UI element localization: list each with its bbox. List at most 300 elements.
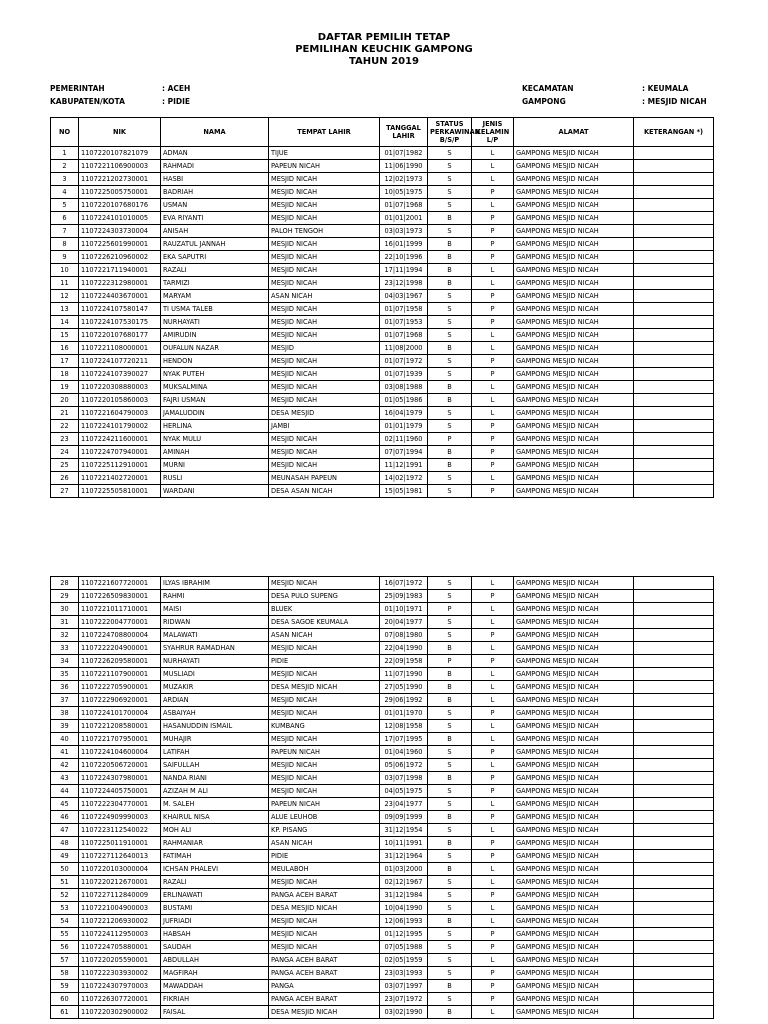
cell-status: S — [428, 186, 472, 199]
cell-tanggal-lahir: 01|04|1960 — [380, 746, 428, 759]
cell-status: B — [428, 915, 472, 928]
cell-tempat-lahir: ASAN NICAH — [269, 629, 380, 642]
cell-nik: 1107220103000004 — [79, 863, 161, 876]
cell-status: B — [428, 733, 472, 746]
cell-nama: LATIFAH — [161, 746, 269, 759]
cell-tempat-lahir: PAPEUN NICAH — [269, 160, 380, 173]
cell-nik: 1107220205590001 — [79, 954, 161, 967]
cell-jenis-kelamin: L — [472, 147, 514, 160]
cell-alamat: GAMPONG MESJID NICAH — [514, 707, 634, 720]
col-header-jenis-kelamin: JENIS KELAMIN L/P — [472, 118, 514, 147]
cell-jenis-kelamin: P — [472, 655, 514, 668]
cell-jenis-kelamin: P — [472, 967, 514, 980]
cell-tempat-lahir: MESJID NICAH — [269, 446, 380, 459]
cell-alamat: GAMPONG MESJID NICAH — [514, 407, 634, 420]
cell-nik: 1107224705880001 — [79, 941, 161, 954]
cell-keterangan — [634, 381, 714, 394]
cell-alamat: GAMPONG MESJID NICAH — [514, 381, 634, 394]
cell-nik: 1107224104600004 — [79, 746, 161, 759]
cell-alamat: GAMPONG MESJID NICAH — [514, 928, 634, 941]
cell-nik: 1107220506720001 — [79, 759, 161, 772]
cell-nama: WARDANI — [161, 485, 269, 498]
cell-nama: MOH ALI — [161, 824, 269, 837]
cell-status: P — [428, 433, 472, 446]
cell-tempat-lahir: MESJID NICAH — [269, 277, 380, 290]
cell-nama: RAHMANIAR — [161, 837, 269, 850]
cell-status: B — [428, 238, 472, 251]
cell-nama: SAIFULLAH — [161, 759, 269, 772]
cell-tanggal-lahir: 23|03|1993 — [380, 967, 428, 980]
cell-status: B — [428, 251, 472, 264]
cell-keterangan — [634, 850, 714, 863]
cell-status: B — [428, 212, 472, 225]
table-row — [51, 629, 714, 642]
table-row — [51, 368, 714, 381]
table-row — [51, 147, 714, 160]
cell-tanggal-lahir: 01|07|1953 — [380, 316, 428, 329]
cell-no: 35 — [51, 668, 79, 681]
table-row — [51, 577, 714, 590]
cell-jenis-kelamin: P — [472, 590, 514, 603]
cell-keterangan — [634, 225, 714, 238]
cell-tempat-lahir: MESJID NICAH — [269, 577, 380, 590]
pemerintah-label: PEMERINTAH — [50, 84, 105, 93]
cell-tempat-lahir: TIJUE — [269, 147, 380, 160]
cell-nik: 1107221607720001 — [79, 577, 161, 590]
cell-status: S — [428, 720, 472, 733]
cell-keterangan — [634, 928, 714, 941]
cell-nama: ABDULLAH — [161, 954, 269, 967]
cell-no: 46 — [51, 811, 79, 824]
cell-keterangan — [634, 603, 714, 616]
cell-tempat-lahir: MESJID NICAH — [269, 694, 380, 707]
cell-status: S — [428, 616, 472, 629]
table-row — [51, 186, 714, 199]
cell-status: S — [428, 316, 472, 329]
cell-tempat-lahir: ALUE LEUHOB — [269, 811, 380, 824]
cell-alamat: GAMPONG MESJID NICAH — [514, 772, 634, 785]
cell-no: 49 — [51, 850, 79, 863]
voter-table-2 — [50, 576, 714, 1019]
cell-tempat-lahir: PANGA — [269, 980, 380, 993]
cell-tanggal-lahir: 01|07|1972 — [380, 355, 428, 368]
cell-nik: 1107224303730004 — [79, 225, 161, 238]
cell-tanggal-lahir: 01|07|1958 — [380, 303, 428, 316]
cell-status: B — [428, 394, 472, 407]
cell-nik: 1107221711940001 — [79, 264, 161, 277]
cell-tempat-lahir: PANGA ACEH BARAT — [269, 993, 380, 1006]
cell-nama: RAZALI — [161, 264, 269, 277]
cell-no: 2 — [51, 160, 79, 173]
table-header-row — [51, 118, 714, 147]
cell-jenis-kelamin: P — [472, 212, 514, 225]
cell-nik: 1107222004770001 — [79, 616, 161, 629]
cell-status: S — [428, 577, 472, 590]
cell-no: 16 — [51, 342, 79, 355]
cell-status: B — [428, 772, 472, 785]
cell-alamat: GAMPONG MESJID NICAH — [514, 694, 634, 707]
cell-tanggal-lahir: 04|05|1975 — [380, 785, 428, 798]
cell-jenis-kelamin: P — [472, 629, 514, 642]
cell-no: 20 — [51, 394, 79, 407]
cell-jenis-kelamin: P — [472, 186, 514, 199]
cell-jenis-kelamin: L — [472, 381, 514, 394]
cell-nama: RIDWAN — [161, 616, 269, 629]
cell-nama: HENDON — [161, 355, 269, 368]
cell-alamat: GAMPONG MESJID NICAH — [514, 889, 634, 902]
cell-tanggal-lahir: 04|03|1967 — [380, 290, 428, 303]
table-row — [51, 433, 714, 446]
table-row — [51, 902, 714, 915]
cell-jenis-kelamin: L — [472, 616, 514, 629]
cell-alamat: GAMPONG MESJID NICAH — [514, 811, 634, 824]
cell-jenis-kelamin: P — [472, 941, 514, 954]
cell-tempat-lahir: PIDIE — [269, 655, 380, 668]
cell-alamat: GAMPONG MESJID NICAH — [514, 746, 634, 759]
cell-keterangan — [634, 147, 714, 160]
cell-jenis-kelamin: P — [472, 420, 514, 433]
cell-tanggal-lahir: 09|09|1999 — [380, 811, 428, 824]
cell-tempat-lahir: PANGA ACEH BARAT — [269, 889, 380, 902]
cell-tempat-lahir: JAMBI — [269, 420, 380, 433]
cell-tempat-lahir: PANGA ACEH BARAT — [269, 954, 380, 967]
cell-tempat-lahir: PALOH TENGOH — [269, 225, 380, 238]
cell-nik: 1107222312980001 — [79, 277, 161, 290]
cell-no: 41 — [51, 746, 79, 759]
table-row — [51, 811, 714, 824]
table-row — [51, 446, 714, 459]
table-row — [51, 954, 714, 967]
cell-jenis-kelamin: L — [472, 277, 514, 290]
cell-keterangan — [634, 238, 714, 251]
col-header-tanggal-lahir: TANGGAL LAHIR — [380, 118, 428, 147]
cell-alamat: GAMPONG MESJID NICAH — [514, 199, 634, 212]
cell-tanggal-lahir: 23|07|1972 — [380, 993, 428, 1006]
cell-alamat: GAMPONG MESJID NICAH — [514, 980, 634, 993]
cell-tanggal-lahir: 02|12|1967 — [380, 876, 428, 889]
cell-tanggal-lahir: 03|07|1998 — [380, 772, 428, 785]
cell-nik: 1107224107580147 — [79, 303, 161, 316]
cell-jenis-kelamin: L — [472, 1006, 514, 1019]
cell-alamat: GAMPONG MESJID NICAH — [514, 902, 634, 915]
cell-tempat-lahir: MESJID NICAH — [269, 329, 380, 342]
cell-keterangan — [634, 251, 714, 264]
cell-tanggal-lahir: 15|05|1981 — [380, 485, 428, 498]
table-row — [51, 485, 714, 498]
table-row — [51, 329, 714, 342]
cell-keterangan — [634, 694, 714, 707]
cell-no: 44 — [51, 785, 79, 798]
cell-tanggal-lahir: 07|07|1994 — [380, 446, 428, 459]
cell-alamat: GAMPONG MESJID NICAH — [514, 173, 634, 186]
col-header-no: NO — [51, 118, 79, 147]
cell-nik: 1107220107680176 — [79, 199, 161, 212]
cell-jenis-kelamin: L — [472, 863, 514, 876]
cell-tanggal-lahir: 12|02|1973 — [380, 173, 428, 186]
col-header-keterangan: KETERANGAN *) — [634, 118, 714, 147]
cell-status: B — [428, 668, 472, 681]
cell-status: S — [428, 928, 472, 941]
cell-status: B — [428, 863, 472, 876]
cell-status: S — [428, 941, 472, 954]
cell-nik: 1107224101700004 — [79, 707, 161, 720]
cell-nik: 1107224112950003 — [79, 928, 161, 941]
cell-status: P — [428, 655, 472, 668]
cell-alamat: GAMPONG MESJID NICAH — [514, 681, 634, 694]
table-row — [51, 1006, 714, 1019]
table-row — [51, 642, 714, 655]
cell-jenis-kelamin: L — [472, 329, 514, 342]
cell-nik: 1107221202730001 — [79, 173, 161, 186]
cell-nama: FAISAL — [161, 1006, 269, 1019]
cell-keterangan — [634, 681, 714, 694]
cell-keterangan — [634, 824, 714, 837]
cell-jenis-kelamin: P — [472, 889, 514, 902]
cell-tanggal-lahir: 01|07|1968 — [380, 329, 428, 342]
cell-keterangan — [634, 212, 714, 225]
cell-tanggal-lahir: 29|06|1992 — [380, 694, 428, 707]
cell-no: 9 — [51, 251, 79, 264]
cell-alamat: GAMPONG MESJID NICAH — [514, 342, 634, 355]
cell-alamat: GAMPONG MESJID NICAH — [514, 147, 634, 160]
cell-tanggal-lahir: 07|08|1980 — [380, 629, 428, 642]
table-row — [51, 694, 714, 707]
cell-nik: 1107220212670001 — [79, 876, 161, 889]
cell-tanggal-lahir: 12|06|1993 — [380, 915, 428, 928]
cell-nama: HASANUDDIN ISMAIL — [161, 720, 269, 733]
cell-keterangan — [634, 1006, 714, 1019]
cell-alamat: GAMPONG MESJID NICAH — [514, 785, 634, 798]
cell-alamat: GAMPONG MESJID NICAH — [514, 720, 634, 733]
cell-keterangan — [634, 368, 714, 381]
cell-status: S — [428, 889, 472, 902]
cell-status: B — [428, 342, 472, 355]
table-row — [51, 928, 714, 941]
cell-tempat-lahir: PAPEUN NICAH — [269, 746, 380, 759]
cell-tanggal-lahir: 11|12|1991 — [380, 459, 428, 472]
cell-nama: NANDA RIANI — [161, 772, 269, 785]
cell-tanggal-lahir: 17|07|1995 — [380, 733, 428, 746]
voter-table-1 — [50, 117, 714, 498]
cell-keterangan — [634, 160, 714, 173]
cell-alamat: GAMPONG MESJID NICAH — [514, 590, 634, 603]
cell-nik: 1107220308880003 — [79, 381, 161, 394]
cell-status: S — [428, 329, 472, 342]
cell-tanggal-lahir: 16|04|1979 — [380, 407, 428, 420]
cell-status: S — [428, 173, 472, 186]
cell-tempat-lahir: MESJID NICAH — [269, 733, 380, 746]
table-row — [51, 420, 714, 433]
cell-alamat: GAMPONG MESJID NICAH — [514, 759, 634, 772]
cell-no: 34 — [51, 655, 79, 668]
cell-tempat-lahir: MESJID NICAH — [269, 433, 380, 446]
cell-status: B — [428, 980, 472, 993]
cell-no: 11 — [51, 277, 79, 290]
cell-keterangan — [634, 394, 714, 407]
cell-status: S — [428, 290, 472, 303]
cell-keterangan — [634, 798, 714, 811]
cell-no: 31 — [51, 616, 79, 629]
cell-nama: RAHMADI — [161, 160, 269, 173]
cell-keterangan — [634, 733, 714, 746]
cell-alamat: GAMPONG MESJID NICAH — [514, 733, 634, 746]
cell-status: S — [428, 993, 472, 1006]
cell-alamat: GAMPONG MESJID NICAH — [514, 459, 634, 472]
cell-tempat-lahir: MESJID NICAH — [269, 876, 380, 889]
cell-keterangan — [634, 967, 714, 980]
table-row — [51, 277, 714, 290]
cell-status: B — [428, 642, 472, 655]
cell-status: S — [428, 824, 472, 837]
cell-nik: 1107225601990001 — [79, 238, 161, 251]
cell-jenis-kelamin: P — [472, 707, 514, 720]
cell-jenis-kelamin: P — [472, 355, 514, 368]
cell-nama: NURHAYATI — [161, 316, 269, 329]
gampong-label: GAMPONG — [522, 97, 566, 106]
cell-status: B — [428, 459, 472, 472]
cell-no: 58 — [51, 967, 79, 980]
cell-tempat-lahir: MESJID NICAH — [269, 642, 380, 655]
cell-no: 14 — [51, 316, 79, 329]
cell-nik: 1107225505810001 — [79, 485, 161, 498]
kecamatan-label: KECAMATAN — [522, 84, 574, 93]
cell-status: S — [428, 707, 472, 720]
col-header-alamat: ALAMAT — [514, 118, 634, 147]
cell-status: S — [428, 355, 472, 368]
cell-tanggal-lahir: 16|07|1972 — [380, 577, 428, 590]
table-row — [51, 993, 714, 1006]
cell-nama: SYAHRUR RAMADHAN — [161, 642, 269, 655]
col-header-nama: NAMA — [161, 118, 269, 147]
cell-jenis-kelamin: L — [472, 694, 514, 707]
cell-nama: MARYAM — [161, 290, 269, 303]
cell-status: S — [428, 407, 472, 420]
cell-tanggal-lahir: 25|09|1983 — [380, 590, 428, 603]
cell-tanggal-lahir: 10|04|1990 — [380, 902, 428, 915]
table-row — [51, 616, 714, 629]
cell-no: 21 — [51, 407, 79, 420]
table-row — [51, 980, 714, 993]
cell-nik: 1107226210960002 — [79, 251, 161, 264]
cell-no: 24 — [51, 446, 79, 459]
cell-nama: ERLINAWATI — [161, 889, 269, 902]
cell-alamat: GAMPONG MESJID NICAH — [514, 238, 634, 251]
cell-nama: FATIMAH — [161, 850, 269, 863]
cell-jenis-kelamin: P — [472, 993, 514, 1006]
cell-no: 38 — [51, 707, 79, 720]
cell-nama: KHAIRUL NISA — [161, 811, 269, 824]
table-row — [51, 316, 714, 329]
cell-nik: 1107221107900001 — [79, 668, 161, 681]
cell-nama: MAGFIRAH — [161, 967, 269, 980]
cell-alamat: GAMPONG MESJID NICAH — [514, 954, 634, 967]
cell-nik: 1107224307970003 — [79, 980, 161, 993]
cell-status: S — [428, 759, 472, 772]
cell-alamat: GAMPONG MESJID NICAH — [514, 420, 634, 433]
cell-status: B — [428, 446, 472, 459]
table-row — [51, 850, 714, 863]
cell-keterangan — [634, 785, 714, 798]
cell-alamat: GAMPONG MESJID NICAH — [514, 837, 634, 850]
cell-tempat-lahir: MEULABOH — [269, 863, 380, 876]
cell-tempat-lahir: MESJID NICAH — [269, 199, 380, 212]
cell-keterangan — [634, 915, 714, 928]
cell-alamat: GAMPONG MESJID NICAH — [514, 355, 634, 368]
cell-jenis-kelamin: L — [472, 199, 514, 212]
kecamatan-value: : KEUMALA — [642, 84, 689, 93]
cell-no: 29 — [51, 590, 79, 603]
cell-nik: 1107224307980001 — [79, 772, 161, 785]
cell-alamat: GAMPONG MESJID NICAH — [514, 642, 634, 655]
table-row — [51, 746, 714, 759]
cell-no: 18 — [51, 368, 79, 381]
cell-tempat-lahir: MESJID NICAH — [269, 355, 380, 368]
cell-keterangan — [634, 668, 714, 681]
cell-keterangan — [634, 590, 714, 603]
cell-jenis-kelamin: L — [472, 173, 514, 186]
cell-status: S — [428, 160, 472, 173]
cell-nik: 1107224101010005 — [79, 212, 161, 225]
table-row — [51, 681, 714, 694]
cell-nik: 1107226509830001 — [79, 590, 161, 603]
cell-no: 13 — [51, 303, 79, 316]
cell-tempat-lahir: ASAN NICAH — [269, 290, 380, 303]
cell-tanggal-lahir: 27|05|1990 — [380, 681, 428, 694]
cell-tanggal-lahir: 31|12|1964 — [380, 850, 428, 863]
cell-keterangan — [634, 655, 714, 668]
cell-nik: 1107225112910001 — [79, 459, 161, 472]
col-header-status: STATUS PERKAWINAN B/S/P — [428, 118, 472, 147]
cell-nik: 1107222705900001 — [79, 681, 161, 694]
cell-keterangan — [634, 980, 714, 993]
cell-tempat-lahir: MESJID NICAH — [269, 316, 380, 329]
cell-nik: 1107224707940001 — [79, 446, 161, 459]
cell-keterangan — [634, 902, 714, 915]
cell-keterangan — [634, 199, 714, 212]
cell-tanggal-lahir: 10|11|1991 — [380, 837, 428, 850]
cell-nama: NYAK PUTEH — [161, 368, 269, 381]
cell-jenis-kelamin: P — [472, 238, 514, 251]
cell-jenis-kelamin: L — [472, 720, 514, 733]
cell-nik: 1107226209580001 — [79, 655, 161, 668]
cell-no: 30 — [51, 603, 79, 616]
cell-alamat: GAMPONG MESJID NICAH — [514, 433, 634, 446]
cell-jenis-kelamin: L — [472, 407, 514, 420]
cell-no: 10 — [51, 264, 79, 277]
cell-nama: EKA SAPUTRI — [161, 251, 269, 264]
cell-no: 27 — [51, 485, 79, 498]
cell-tempat-lahir: BLUEK — [269, 603, 380, 616]
cell-status: S — [428, 850, 472, 863]
cell-tempat-lahir: PIDIE — [269, 850, 380, 863]
cell-jenis-kelamin: L — [472, 798, 514, 811]
cell-nama: TARMIZI — [161, 277, 269, 290]
cell-no: 57 — [51, 954, 79, 967]
cell-nik: 1107221004900003 — [79, 902, 161, 915]
cell-alamat: GAMPONG MESJID NICAH — [514, 577, 634, 590]
cell-jenis-kelamin: P — [472, 303, 514, 316]
cell-tempat-lahir: MESJID NICAH — [269, 238, 380, 251]
cell-tempat-lahir: MESJID NICAH — [269, 368, 380, 381]
cell-keterangan — [634, 837, 714, 850]
cell-alamat: GAMPONG MESJID NICAH — [514, 863, 634, 876]
cell-status: S — [428, 902, 472, 915]
cell-jenis-kelamin: P — [472, 225, 514, 238]
cell-nik: 1107220302900002 — [79, 1006, 161, 1019]
cell-jenis-kelamin: L — [472, 954, 514, 967]
table-row — [51, 733, 714, 746]
cell-tempat-lahir: MESJID NICAH — [269, 394, 380, 407]
